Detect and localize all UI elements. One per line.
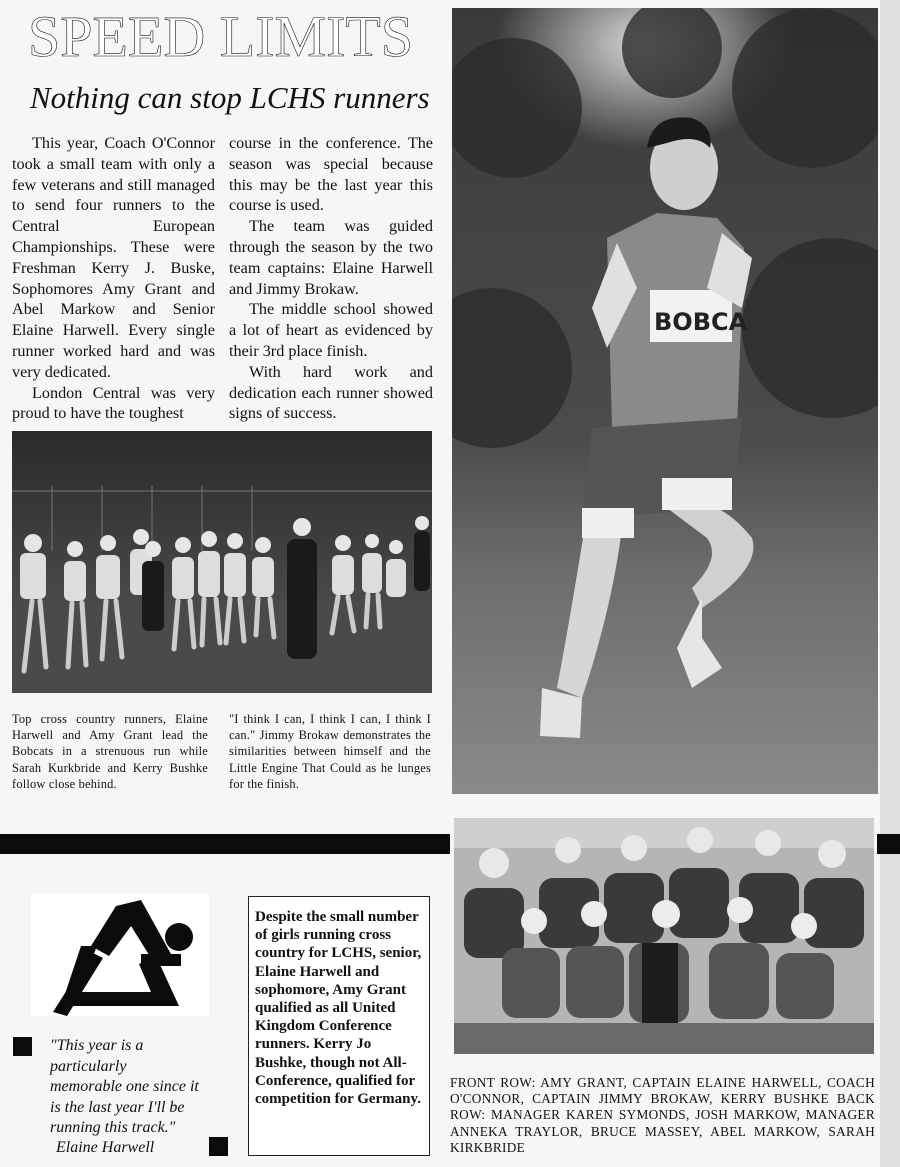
sidebar-box bbox=[248, 896, 430, 1156]
team-run-illustration bbox=[12, 431, 432, 693]
team-run-photo bbox=[12, 431, 432, 693]
team-photo-caption: Top cross country runners, Elaine Harwell and Amy Grant lead the Bobcats in a strenuous run while Sarah Kurkbride and Kerry Bushke follow close behind. bbox=[12, 712, 208, 791]
sidebar-box-text: Despite the small number of girls running cross country for LCHS, senior, Elaine Harwell and sophomore, Amy Grant qualified as all United Kingdom Conference runners. Kerry Jo Bushke, though not All-Conference, qualified for competition for Germany. bbox=[255, 909, 422, 1108]
divider-bar bbox=[0, 834, 450, 854]
runner-shirt-text: BOBCA bbox=[654, 308, 748, 336]
runner-photo bbox=[452, 8, 878, 794]
group-photo bbox=[454, 818, 874, 1054]
article-paragraph: The middle school showed a lot of heart as evidenced by their 3rd place finish. bbox=[229, 300, 433, 360]
article-paragraph: The team was guided through the season by the two team captains: Elaine Harwell and Jimmy Brokaw. bbox=[229, 217, 433, 298]
article-paragraph: With hard work and dedication each runner showed signs of success. bbox=[229, 362, 433, 423]
runner-logo-panel bbox=[31, 894, 209, 1016]
runner-pictogram-icon bbox=[31, 894, 209, 1016]
article-paragraph: course in the conference. The season was special because this may be the last year this course is used. bbox=[229, 134, 433, 215]
group-photo-caption: FRONT ROW: AMY GRANT, CAPTAIN ELAINE HARWELL, COACH O'CONNOR, CAPTAIN JIMMY BROKAW, KERRY BUSHKE BACK ROW: MANAGER KAREN SYMONDS, JOSH MARKOW, MANAGER ANNEKA TRAYLOR, BRUCE MASSEY, ABEL MARKOW, SARAH KIRKBRIDE bbox=[450, 1075, 875, 1155]
page-gutter bbox=[880, 0, 900, 1167]
page-title: SPEED LIMITS bbox=[28, 4, 414, 69]
article-paragraph: London Central was very proud to have the toughest bbox=[12, 383, 215, 423]
runner-illustration bbox=[452, 8, 878, 794]
article-column-1 bbox=[12, 133, 215, 424]
quote-marker-square bbox=[13, 1037, 32, 1056]
page-subtitle: Nothing can stop LCHS runners bbox=[30, 80, 430, 115]
article-column-2 bbox=[229, 133, 433, 424]
quote-author: Elaine Harwell bbox=[56, 1139, 155, 1156]
article-paragraph: This year, Coach O'Connor took a small team with only a few veterans and still managed to send four runners to the Central European Championships. These were Freshman Kerry J. Buske, Sophomores Amy Grant and Abel Markow and Senior Elaine Harwell. Every single runner worked hard and was very dedicated. bbox=[12, 134, 215, 381]
quote-end-square bbox=[209, 1137, 228, 1156]
divider-bar-right bbox=[877, 834, 900, 854]
runner-photo-caption: "I think I can, I think I can, I think I can." Jimmy Brokaw demonstrates the similarities between himself and the Little Engine That Could as he lunges for the finish. bbox=[229, 712, 431, 791]
quote-text: "This year is a particularly memorable one since it is the last year I'll be running this track." bbox=[50, 1037, 199, 1136]
group-illustration bbox=[454, 818, 874, 1054]
